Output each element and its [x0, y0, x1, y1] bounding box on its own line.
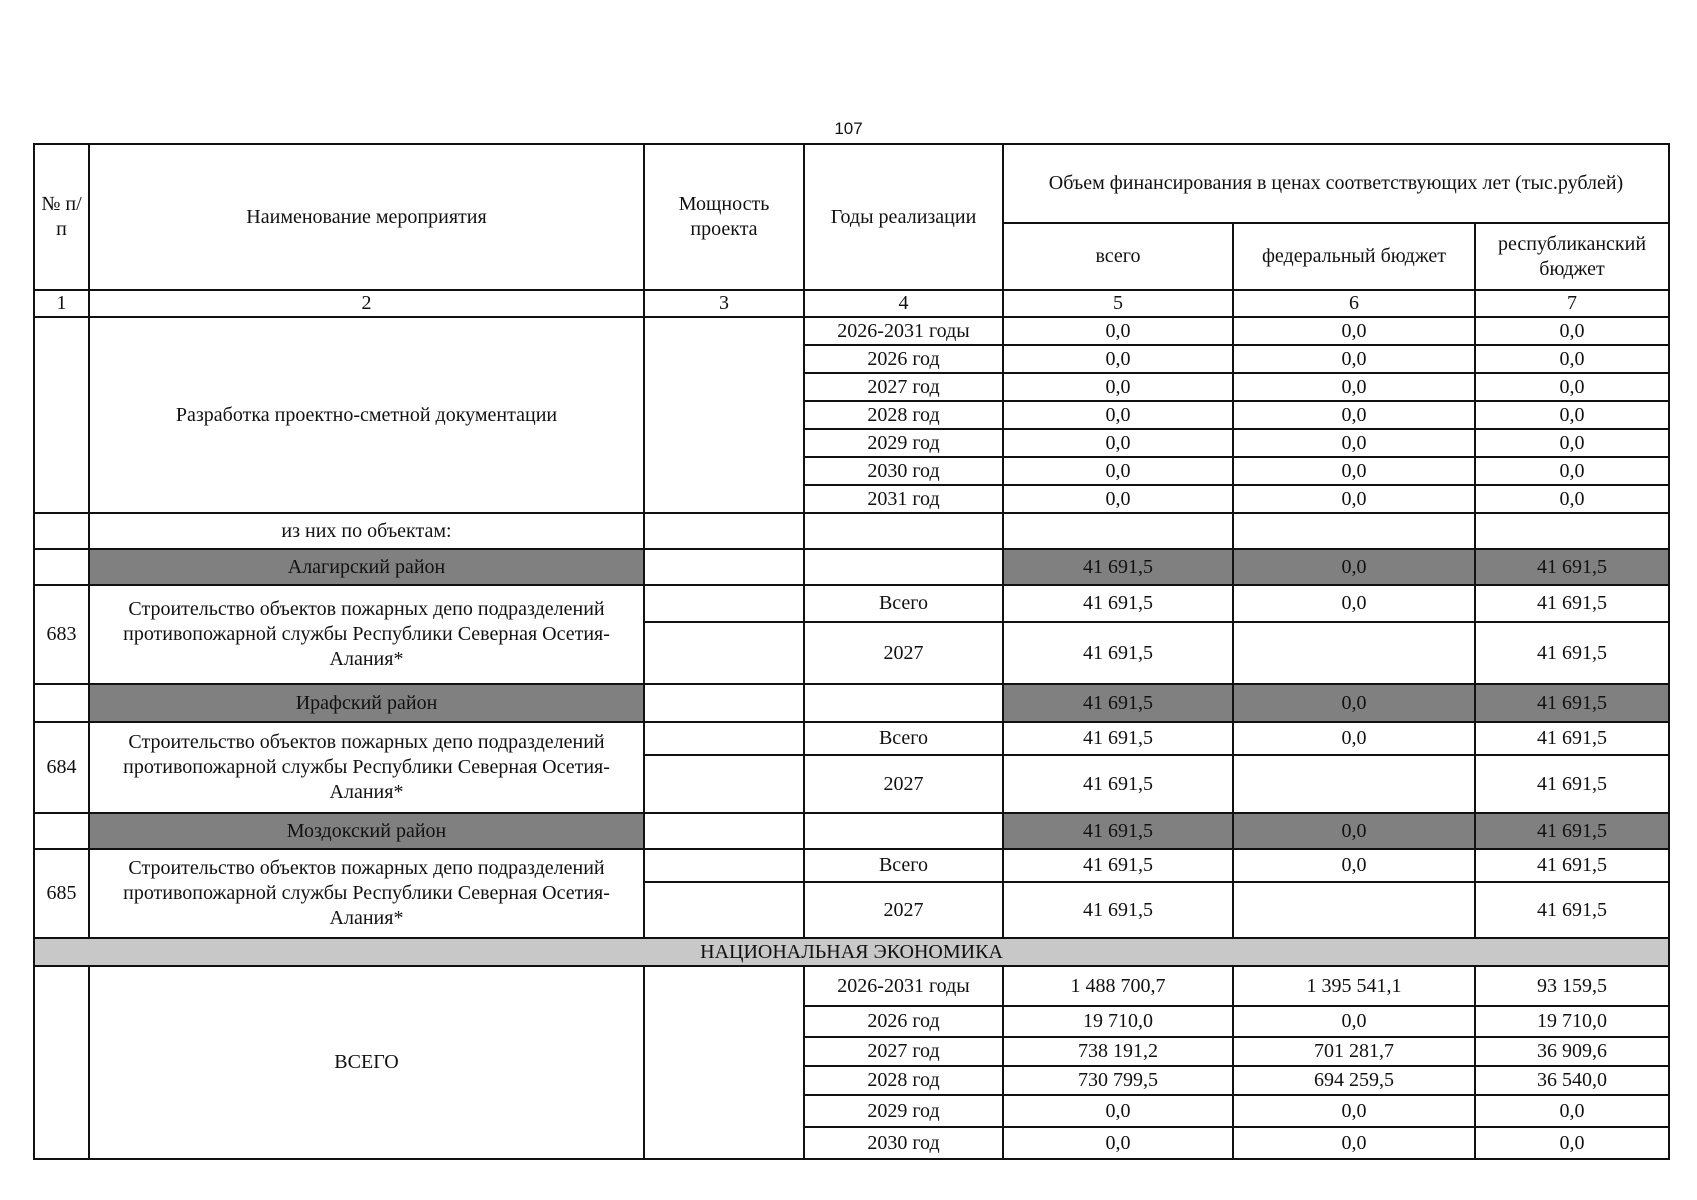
design-federal: 0,0 [1233, 429, 1475, 457]
total-republic: 36 909,6 [1475, 1037, 1669, 1066]
total-federal: 701 281,7 [1233, 1037, 1475, 1066]
design-republic: 0,0 [1475, 345, 1669, 373]
header-index-cell: 7 [1475, 290, 1669, 317]
total-year: 2030 год [804, 1127, 1003, 1159]
empty-cell [644, 585, 804, 622]
design-republic: 0,0 [1475, 485, 1669, 513]
total-year: 2028 год [804, 1066, 1003, 1095]
item-year-total: 41 691,5 [1003, 755, 1233, 813]
design-row-total [34, 317, 1669, 345]
design-capacity-cell [644, 317, 804, 513]
item-all-label: Всего [804, 849, 1003, 882]
header-federal: федеральный бюджет [1233, 223, 1475, 290]
empty-cell [804, 684, 1003, 722]
empty-cell [644, 882, 804, 938]
empty-cell [644, 684, 804, 722]
funding-table [33, 143, 1670, 1160]
district-name: Моздокский район [89, 813, 644, 849]
header-index-cell: 2 [89, 290, 644, 317]
design-federal: 0,0 [1233, 373, 1475, 401]
item-name: Строительство объектов пожарных депо подразделений противопожарной службы Республики Северная Осетия-Алания* [89, 849, 644, 938]
item-year-total: 41 691,5 [1003, 622, 1233, 684]
empty-cell [644, 813, 804, 849]
total-federal: 0,0 [1233, 1006, 1475, 1037]
design-republic: 0,0 [1475, 429, 1669, 457]
total-num-cell [34, 966, 89, 1159]
total-year: 2026 год [804, 1006, 1003, 1037]
item-name: Строительство объектов пожарных депо подразделений противопожарной службы Республики Северная Осетия-Алания* [89, 585, 644, 684]
item-all-republic: 41 691,5 [1475, 585, 1669, 622]
total-federal: 0,0 [1233, 1095, 1475, 1127]
district-total: 41 691,5 [1003, 684, 1233, 722]
header-index-cell: 6 [1233, 290, 1475, 317]
district-name: Алагирский район [89, 549, 644, 585]
district-row [34, 549, 1669, 585]
design-republic: 0,0 [1475, 457, 1669, 485]
empty-cell [34, 549, 89, 585]
district-republic: 41 691,5 [1475, 684, 1669, 722]
item-all-republic: 41 691,5 [1475, 849, 1669, 882]
design-total: 0,0 [1003, 373, 1233, 401]
empty-cell [644, 722, 804, 755]
header-index-cell: 4 [804, 290, 1003, 317]
design-total: 0,0 [1003, 485, 1233, 513]
design-total: 0,0 [1003, 429, 1233, 457]
empty-cell [34, 684, 89, 722]
item-all-total: 41 691,5 [1003, 585, 1233, 622]
item-all-federal: 0,0 [1233, 722, 1475, 755]
design-federal: 0,0 [1233, 485, 1475, 513]
item-all-total: 41 691,5 [1003, 722, 1233, 755]
item-all-republic: 41 691,5 [1475, 722, 1669, 755]
item-all-federal: 0,0 [1233, 849, 1475, 882]
header-num: № п/п [34, 144, 89, 290]
district-federal: 0,0 [1233, 813, 1475, 849]
section-title: НАЦИОНАЛЬНАЯ ЭКОНОМИКА [34, 938, 1669, 966]
item-num: 683 [34, 585, 89, 684]
header-index-cell: 5 [1003, 290, 1233, 317]
header-index-row [34, 290, 1669, 317]
design-republic: 0,0 [1475, 373, 1669, 401]
item-year: 2027 [804, 882, 1003, 938]
design-total: 0,0 [1003, 317, 1233, 345]
total-republic: 19 710,0 [1475, 1006, 1669, 1037]
district-republic: 41 691,5 [1475, 813, 1669, 849]
district-row [34, 684, 1669, 722]
empty-cell [644, 549, 804, 585]
design-federal: 0,0 [1233, 401, 1475, 429]
item-row-all [34, 722, 1669, 755]
empty-cell [1233, 755, 1475, 813]
header-total: всего [1003, 223, 1233, 290]
design-year: 2026-2031 годы [804, 317, 1003, 345]
of-which-row [34, 513, 1669, 549]
design-federal: 0,0 [1233, 345, 1475, 373]
item-all-total: 41 691,5 [1003, 849, 1233, 882]
of-which-label: из них по объектам: [89, 513, 644, 549]
design-federal: 0,0 [1233, 457, 1475, 485]
district-federal: 0,0 [1233, 684, 1475, 722]
header-index-cell: 3 [644, 290, 804, 317]
total-republic: 0,0 [1475, 1127, 1669, 1159]
empty-cell [1233, 513, 1475, 549]
total-total: 1 488 700,7 [1003, 966, 1233, 1006]
design-republic: 0,0 [1475, 317, 1669, 345]
empty-cell [34, 813, 89, 849]
design-total: 0,0 [1003, 457, 1233, 485]
item-year-republic: 41 691,5 [1475, 622, 1669, 684]
item-name: Строительство объектов пожарных депо подразделений противопожарной службы Республики Северная Осетия-Алания* [89, 722, 644, 813]
item-row-all [34, 585, 1669, 622]
item-year-total: 41 691,5 [1003, 882, 1233, 938]
design-republic: 0,0 [1475, 401, 1669, 429]
total-year: 2026-2031 годы [804, 966, 1003, 1006]
empty-cell [1233, 622, 1475, 684]
total-year: 2029 год [804, 1095, 1003, 1127]
item-year: 2027 [804, 755, 1003, 813]
district-total: 41 691,5 [1003, 813, 1233, 849]
total-total: 730 799,5 [1003, 1066, 1233, 1095]
empty-cell [644, 755, 804, 813]
item-year-republic: 41 691,5 [1475, 755, 1669, 813]
empty-cell [644, 849, 804, 882]
header-index-cell: 1 [34, 290, 89, 317]
total-row-sum [34, 966, 1669, 1006]
design-year: 2027 год [804, 373, 1003, 401]
design-total: 0,0 [1003, 401, 1233, 429]
item-all-label: Всего [804, 585, 1003, 622]
total-year: 2027 год [804, 1037, 1003, 1066]
page-number: 107 [834, 119, 863, 138]
total-total: 738 191,2 [1003, 1037, 1233, 1066]
total-republic: 36 540,0 [1475, 1066, 1669, 1095]
empty-cell [1003, 513, 1233, 549]
empty-cell [644, 513, 804, 549]
total-federal: 694 259,5 [1233, 1066, 1475, 1095]
design-federal: 0,0 [1233, 317, 1475, 345]
item-num: 685 [34, 849, 89, 938]
district-name: Ирафский район [89, 684, 644, 722]
total-total: 0,0 [1003, 1095, 1233, 1127]
design-year: 2028 год [804, 401, 1003, 429]
empty-cell [804, 813, 1003, 849]
header-republic: республиканский бюджет [1475, 223, 1669, 290]
design-year: 2029 год [804, 429, 1003, 457]
design-total: 0,0 [1003, 345, 1233, 373]
header-row-1 [34, 144, 1669, 223]
item-year-republic: 41 691,5 [1475, 882, 1669, 938]
district-republic: 41 691,5 [1475, 549, 1669, 585]
total-republic: 0,0 [1475, 1095, 1669, 1127]
total-federal: 1 395 541,1 [1233, 966, 1475, 1006]
total-title: ВСЕГО [89, 966, 644, 1159]
header-name: Наименование мероприятия [89, 144, 644, 290]
design-title: Разработка проектно-сметной документации [89, 317, 644, 513]
empty-cell [804, 513, 1003, 549]
header-capacity: Мощность проекта [644, 144, 804, 290]
item-num: 684 [34, 722, 89, 813]
district-total: 41 691,5 [1003, 549, 1233, 585]
empty-cell [34, 513, 89, 549]
header-years: Годы реализации [804, 144, 1003, 290]
total-total: 0,0 [1003, 1127, 1233, 1159]
empty-cell [1475, 513, 1669, 549]
total-federal: 0,0 [1233, 1127, 1475, 1159]
item-all-federal: 0,0 [1233, 585, 1475, 622]
design-year: 2026 год [804, 345, 1003, 373]
total-republic: 93 159,5 [1475, 966, 1669, 1006]
empty-cell [1233, 882, 1475, 938]
item-year: 2027 [804, 622, 1003, 684]
header-funding: Объем финансирования в ценах соответствующих лет (тыс.рублей) [1003, 144, 1669, 223]
empty-cell [644, 622, 804, 684]
district-row [34, 813, 1669, 849]
design-year: 2030 год [804, 457, 1003, 485]
item-all-label: Всего [804, 722, 1003, 755]
district-federal: 0,0 [1233, 549, 1475, 585]
item-row-all [34, 849, 1669, 882]
section-row [34, 938, 1669, 966]
total-total: 19 710,0 [1003, 1006, 1233, 1037]
total-capacity-cell [644, 966, 804, 1159]
design-year: 2031 год [804, 485, 1003, 513]
design-num-cell [34, 317, 89, 513]
empty-cell [804, 549, 1003, 585]
